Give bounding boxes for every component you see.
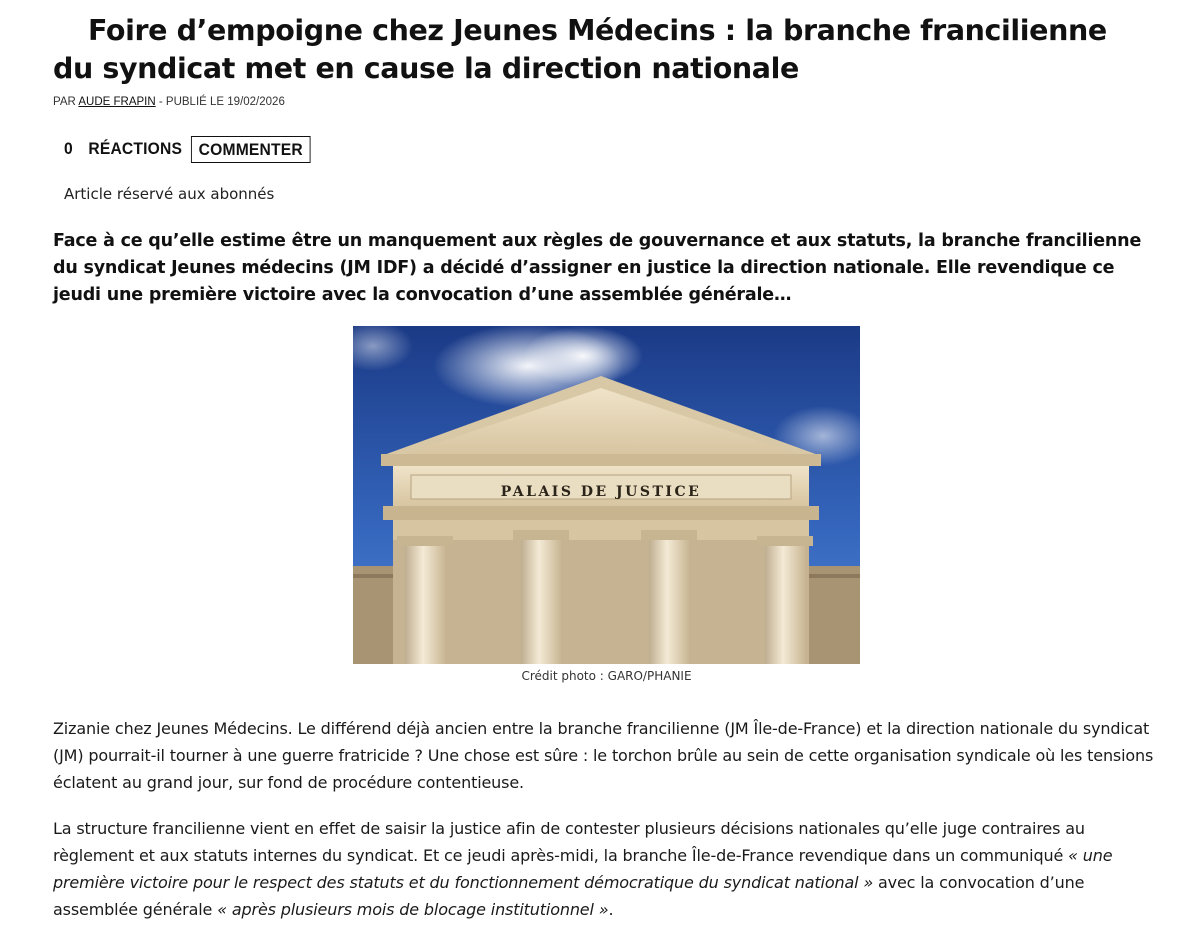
publish-date: - PUBLIÉ LE 19/02/2026: [158, 96, 285, 108]
author-link[interactable]: AUDE FRAPIN: [78, 96, 156, 108]
subscriber-notice: Article réservé aux abonnés: [64, 185, 275, 203]
comment-button[interactable]: COMMENTER: [191, 136, 310, 163]
paragraph-2-quote-1: « une première victoire pour le respect des statuts et du fonctionnement démocratique du syndicat national »: [53, 846, 1113, 892]
article-title-text: Foire d’empoigne chez Jeunes Médecins : la branche francilienne du syndicat met en cause la direction nationale: [53, 14, 1107, 85]
courthouse-photo: [353, 326, 860, 664]
palais-inscription: PALAIS DE JUSTICE: [500, 484, 702, 500]
paragraph-2: [53, 815, 1163, 923]
article-image: [353, 326, 860, 664]
column-1: [397, 536, 453, 664]
byline: [53, 96, 285, 108]
reaction-count: 0: [64, 139, 73, 158]
paragraph-2-text-a: La structure francilienne vient en effet de saisir la justice afin de contester plusieurs décisions nationales qu’elle juge contraires au règlement et aux statuts internes du syndicat. Et ce jeudi après-midi, la branche Île-de-France revendique dans un communiqué: [53, 819, 1085, 865]
image-caption: Crédit photo : GARO/PHANIE: [521, 669, 692, 683]
paragraph-2-text-c: .: [608, 900, 614, 919]
article-title: [53, 12, 1153, 88]
paragraph-2-text-b: avec la convocation d’une assemblée générale: [53, 873, 1085, 919]
reactions-bar: [64, 135, 310, 163]
reactions-label: RÉACTIONS: [88, 139, 183, 158]
paragraph-2-quote-2: « après plusieurs mois de blocage institutionnel »: [217, 900, 609, 919]
column-4: [757, 536, 813, 664]
byline-prefix: PAR: [53, 96, 76, 108]
article-lead: Face à ce qu’elle estime être un manquement aux règles de gouvernance et aux statuts, la branche francilienne du syndicat Jeunes médecins (JM IDF) a décidé d’assigner en justice la direction nationale. Elle revendique ce jeudi une première victoire avec la convocation d’une assemblée générale…: [53, 231, 1142, 305]
column-3: [641, 530, 697, 664]
paragraph-1: Zizanie chez Jeunes Médecins. Le différend déjà ancien entre la branche francilienne (JM Île-de-France) et la direction nationale du syndicat (JM) pourrait-il tourner à une guerre fratricide ? Une chose est sûre : le torchon brûle au sein de cette organisation syndicale où les tensions éclatent au grand jour, sur fond de procédure contentieuse.: [53, 719, 1154, 792]
column-2: [513, 530, 569, 664]
